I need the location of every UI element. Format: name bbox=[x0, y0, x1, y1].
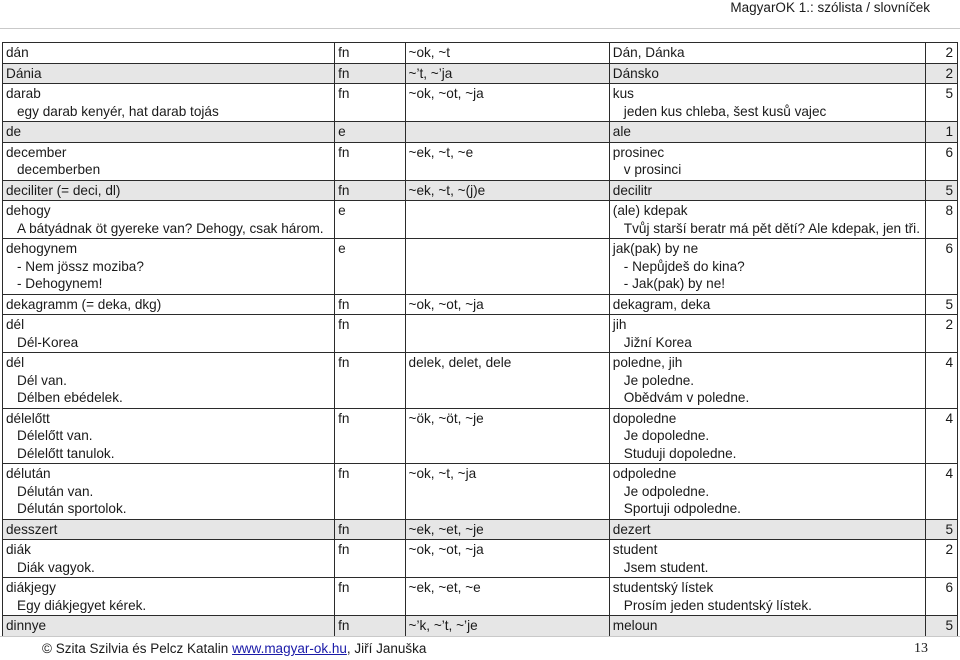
czech-cell bbox=[609, 408, 925, 464]
forms-cell bbox=[405, 201, 609, 239]
part-of-speech-cell: fn bbox=[335, 180, 405, 201]
hungarian-headword: de bbox=[6, 124, 22, 139]
hungarian-example: Egy diákjegyet kérek. bbox=[17, 597, 147, 613]
hungarian-cell bbox=[3, 519, 335, 540]
forms-cell: ~’k, ~’t, ~’je bbox=[405, 616, 609, 637]
czech-example: Je odpoledne. bbox=[623, 483, 710, 499]
part-of-speech-cell: fn bbox=[335, 84, 405, 122]
hungarian-example: Délben ebédelek. bbox=[17, 390, 123, 405]
czech-example: Sportuji odpoledne. bbox=[623, 501, 741, 516]
hungarian-headword: dán bbox=[6, 45, 29, 60]
part-of-speech-cell: fn bbox=[335, 63, 405, 84]
forms-cell bbox=[405, 315, 609, 353]
hungarian-cell bbox=[3, 239, 335, 295]
czech-example: Je poledne. bbox=[623, 372, 695, 388]
czech-translation: student bbox=[612, 542, 658, 557]
hungarian-cell bbox=[3, 63, 335, 84]
forms-cell: ~’t, ~’ja bbox=[405, 63, 609, 84]
hungarian-example: Délelőtt tanulok. bbox=[17, 445, 115, 461]
table-row bbox=[3, 43, 958, 64]
part-of-speech-cell: fn bbox=[335, 616, 405, 637]
lesson-number-cell: 5 bbox=[925, 519, 957, 540]
czech-cell bbox=[609, 180, 925, 201]
hungarian-cell bbox=[3, 201, 335, 239]
lesson-number-cell: 8 bbox=[925, 201, 957, 239]
czech-translation: jih bbox=[612, 317, 627, 332]
hungarian-example: Dél van. bbox=[17, 372, 67, 388]
table-row bbox=[3, 540, 958, 578]
hungarian-example: Dél-Korea bbox=[17, 334, 79, 350]
forms-cell: ~ok, ~ot, ~ja bbox=[405, 540, 609, 578]
lesson-number-cell: 2 bbox=[925, 43, 957, 64]
hungarian-cell bbox=[3, 616, 335, 637]
table-row bbox=[3, 353, 958, 409]
copyright-icon: © bbox=[42, 641, 52, 656]
table-row bbox=[3, 63, 958, 84]
czech-translation: kus bbox=[612, 86, 634, 101]
part-of-speech-cell: fn bbox=[335, 519, 405, 540]
czech-cell bbox=[609, 519, 925, 540]
part-of-speech-cell: fn bbox=[335, 408, 405, 464]
czech-example: Je dopoledne. bbox=[623, 428, 710, 443]
lesson-number-cell: 5 bbox=[925, 616, 957, 637]
hungarian-headword: deciliter (= deci, dl) bbox=[6, 182, 121, 198]
hungarian-example: Diák vagyok. bbox=[17, 559, 95, 575]
table-row bbox=[3, 294, 958, 315]
part-of-speech-cell: fn bbox=[335, 540, 405, 578]
hungarian-headword: dél bbox=[6, 317, 25, 332]
table-row bbox=[3, 180, 958, 201]
footer-divider bbox=[0, 636, 960, 637]
hungarian-headword: darab bbox=[6, 86, 41, 101]
lesson-number-cell: 5 bbox=[925, 294, 957, 315]
page-header: MagyarOK 1.: szólista / slovníček bbox=[730, 0, 930, 15]
czech-cell bbox=[609, 239, 925, 295]
hungarian-headword: dekagramm (= deka, dkg) bbox=[6, 296, 162, 312]
part-of-speech-cell: e bbox=[335, 122, 405, 143]
czech-cell bbox=[609, 201, 925, 239]
czech-example: - Jak(pak) by ne! bbox=[623, 276, 726, 291]
czech-cell bbox=[609, 294, 925, 315]
hungarian-headword: dehogy bbox=[6, 203, 51, 218]
forms-cell: ~ok, ~ot, ~ja bbox=[405, 84, 609, 122]
hungarian-cell bbox=[3, 84, 335, 122]
czech-translation: odpoledne bbox=[612, 466, 677, 481]
table-row bbox=[3, 578, 958, 616]
hungarian-headword: december bbox=[6, 144, 67, 160]
czech-translation: Dánsko bbox=[612, 65, 659, 81]
hungarian-example: A bátyádnak öt gyereke van? Dehogy, csak három. bbox=[17, 220, 324, 236]
header-divider bbox=[0, 28, 960, 29]
forms-cell bbox=[405, 122, 609, 143]
table-row bbox=[3, 519, 958, 540]
czech-translation: poledne, jih bbox=[612, 355, 683, 370]
table-row bbox=[3, 464, 958, 520]
lesson-number-cell: 2 bbox=[925, 540, 957, 578]
czech-translation: meloun bbox=[612, 618, 658, 633]
lesson-number-cell: 5 bbox=[925, 180, 957, 201]
hungarian-cell bbox=[3, 540, 335, 578]
table-row bbox=[3, 84, 958, 122]
lesson-number-cell: 4 bbox=[925, 464, 957, 520]
hungarian-cell bbox=[3, 578, 335, 616]
hungarian-headword: dehogynem bbox=[6, 241, 78, 256]
hungarian-example: Délután van. bbox=[17, 483, 94, 499]
forms-cell: ~ok, ~ot, ~ja bbox=[405, 294, 609, 315]
page-number: 13 bbox=[914, 641, 928, 656]
czech-cell bbox=[609, 578, 925, 616]
forms-cell: ~ek, ~t, ~(j)e bbox=[405, 180, 609, 201]
czech-translation: dezert bbox=[612, 521, 651, 537]
part-of-speech-cell: fn bbox=[335, 294, 405, 315]
lesson-number-cell: 4 bbox=[925, 353, 957, 409]
part-of-speech-cell: fn bbox=[335, 315, 405, 353]
hungarian-example: - Dehogynem! bbox=[17, 276, 103, 291]
hungarian-cell bbox=[3, 464, 335, 520]
czech-translation: studentský lístek bbox=[612, 580, 714, 595]
hungarian-headword: diák bbox=[6, 542, 31, 557]
hungarian-cell bbox=[3, 180, 335, 201]
lesson-number-cell: 4 bbox=[925, 408, 957, 464]
hungarian-cell bbox=[3, 294, 335, 315]
hungarian-headword: Dánia bbox=[6, 65, 42, 81]
part-of-speech-cell: e bbox=[335, 201, 405, 239]
lesson-number-cell: 2 bbox=[925, 63, 957, 84]
footer-credits bbox=[42, 641, 426, 656]
czech-translation: dopoledne bbox=[612, 410, 677, 426]
hungarian-cell bbox=[3, 122, 335, 143]
czech-cell bbox=[609, 63, 925, 84]
table-row bbox=[3, 142, 958, 180]
hungarian-cell bbox=[3, 43, 335, 64]
hungarian-example: Délelőtt van. bbox=[17, 428, 93, 443]
part-of-speech-cell: fn bbox=[335, 464, 405, 520]
czech-cell bbox=[609, 315, 925, 353]
lesson-number-cell: 5 bbox=[925, 84, 957, 122]
table-row bbox=[3, 239, 958, 295]
czech-example: - Nepůjdeš do kina? bbox=[623, 258, 745, 274]
czech-translation: (ale) kdepak bbox=[612, 203, 688, 218]
czech-translation: jak(pak) by ne bbox=[612, 241, 699, 256]
czech-example: Obědvám v poledne. bbox=[623, 390, 750, 405]
czech-cell bbox=[609, 122, 925, 143]
hungarian-headword: délután bbox=[6, 466, 51, 481]
forms-cell: delek, delet, dele bbox=[405, 353, 609, 409]
czech-cell bbox=[609, 464, 925, 520]
hungarian-headword: dinnye bbox=[6, 618, 47, 633]
hungarian-cell bbox=[3, 353, 335, 409]
czech-example: Prosím jeden studentský lístek. bbox=[623, 597, 812, 613]
czech-cell bbox=[609, 142, 925, 180]
hungarian-headword: délelőtt bbox=[6, 410, 50, 426]
part-of-speech-cell: e bbox=[335, 239, 405, 295]
czech-translation: dekagram, deka bbox=[612, 296, 711, 312]
lesson-number-cell: 6 bbox=[925, 578, 957, 616]
czech-cell bbox=[609, 540, 925, 578]
czech-example: jeden kus chleba, šest kusů vajec bbox=[623, 103, 827, 119]
czech-cell bbox=[609, 43, 925, 64]
hungarian-headword: dél bbox=[6, 355, 25, 370]
czech-example: Jižní Korea bbox=[623, 334, 692, 350]
lesson-number-cell: 6 bbox=[925, 142, 957, 180]
czech-translation: prosinec bbox=[612, 144, 665, 160]
hungarian-example: egy darab kenyér, hat darab tojás bbox=[17, 103, 219, 119]
table-row bbox=[3, 122, 958, 143]
czech-example: Studuji dopoledne. bbox=[623, 445, 737, 461]
forms-cell bbox=[405, 239, 609, 295]
footer-coauthor: , Jiří Januška bbox=[346, 641, 427, 656]
hungarian-cell bbox=[3, 142, 335, 180]
czech-cell bbox=[609, 616, 925, 637]
czech-translation: decilitr bbox=[612, 182, 653, 198]
forms-cell: ~ek, ~et, ~e bbox=[405, 578, 609, 616]
czech-cell bbox=[609, 353, 925, 409]
footer-authors: Szita Szilvia és Pelcz Katalin bbox=[55, 641, 229, 656]
hungarian-example: decemberben bbox=[17, 162, 101, 177]
czech-cell bbox=[609, 84, 925, 122]
czech-example: v prosinci bbox=[623, 162, 682, 177]
lesson-number-cell: 1 bbox=[925, 122, 957, 143]
table-row bbox=[3, 408, 958, 464]
hungarian-cell bbox=[3, 315, 335, 353]
czech-example: Tvůj starší beratr má pět dětí? Ale kdepak, jen tři. bbox=[623, 220, 920, 236]
lesson-number-cell: 2 bbox=[925, 315, 957, 353]
czech-translation: Dán, Dánka bbox=[612, 45, 685, 60]
part-of-speech-cell: fn bbox=[335, 43, 405, 64]
hungarian-headword: diákjegy bbox=[6, 580, 56, 595]
hungarian-example: - Nem jössz moziba? bbox=[17, 258, 144, 274]
part-of-speech-cell: fn bbox=[335, 353, 405, 409]
table-row bbox=[3, 315, 958, 353]
hungarian-example: Délután sportolok. bbox=[17, 501, 127, 516]
part-of-speech-cell: fn bbox=[335, 578, 405, 616]
lesson-number-cell: 6 bbox=[925, 239, 957, 295]
vocabulary-table bbox=[2, 42, 958, 637]
part-of-speech-cell: fn bbox=[335, 142, 405, 180]
table-row bbox=[3, 201, 958, 239]
czech-translation: ale bbox=[612, 124, 631, 139]
hungarian-cell bbox=[3, 408, 335, 464]
forms-cell: ~ok, ~t, ~ja bbox=[405, 464, 609, 520]
czech-example: Jsem student. bbox=[623, 559, 709, 575]
hungarian-headword: desszert bbox=[6, 521, 58, 537]
forms-cell: ~ek, ~et, ~je bbox=[405, 519, 609, 540]
table-row bbox=[3, 616, 958, 637]
forms-cell: ~ok, ~t bbox=[405, 43, 609, 64]
forms-cell: ~ek, ~t, ~e bbox=[405, 142, 609, 180]
website-link[interactable]: www.magyar-ok.hu bbox=[232, 641, 347, 656]
forms-cell: ~ök, ~öt, ~je bbox=[405, 408, 609, 464]
